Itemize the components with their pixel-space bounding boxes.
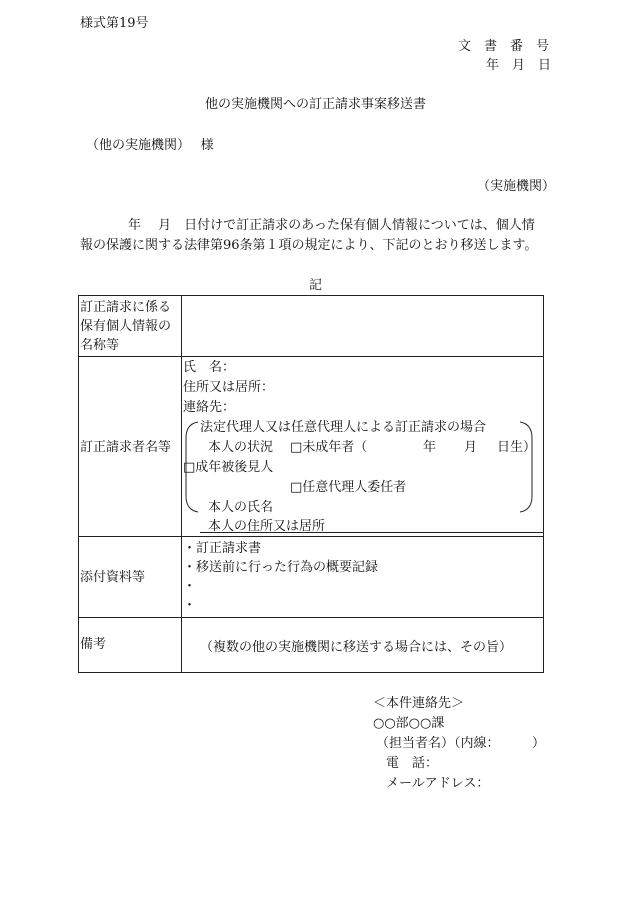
birth-year-label: 年 [423, 440, 437, 455]
contact-person: （担当者名）（内線： ） [376, 736, 546, 751]
row2-label: 訂正請求者名等 [80, 440, 172, 455]
addressee: （他の実施機関） 様 [86, 138, 214, 153]
row1-label-line-2: 保有個人情報の [80, 319, 172, 334]
attachment-item: ・移送前に行った行為の概要記録 [183, 560, 379, 575]
document-title: 他の実施機関への訂正請求事案移送書 [205, 97, 427, 112]
requester-address-field: 住所又は居所： [183, 380, 275, 395]
row4-label: 備考 [80, 637, 107, 652]
adult-ward-checkbox-label: □成年被後見人 [183, 460, 274, 475]
attachment-item: ・ [183, 579, 197, 594]
sender: （実施機関） [477, 179, 556, 194]
contact-heading: ＜本件連絡先＞ [373, 696, 465, 711]
row1-label-line-3: 名称等 [80, 338, 120, 353]
contact-phone: 電 話： [386, 756, 439, 771]
delegate-checkbox-label: □任意代理人委任者 [290, 480, 407, 495]
remarks-note: （複数の他の実施機関に移送する場合には、その旨） [200, 640, 513, 655]
requester-name-field: 氏 名： [183, 360, 236, 375]
attachment-item: ・ [183, 598, 197, 613]
minor-checkbox-label: □未成年者（ [290, 440, 368, 455]
birth-month-label: 月 [464, 440, 478, 455]
document-number-label: 文 書 番 号 [458, 39, 550, 54]
row1-label-line-1: 訂正請求に係る [80, 300, 172, 315]
body-line-1: 年 月 日付けで訂正請求のあった保有個人情報については、個人情 [128, 218, 535, 233]
contact-email: メールアドレス： [386, 776, 490, 791]
person-address-field: 本人の住所又は居所 [208, 519, 326, 534]
contact-department: ○○部○○課 [373, 716, 445, 731]
status-label: 本人の状況 [208, 440, 274, 455]
requester-contact-field: 連絡先： [183, 400, 236, 415]
ki-heading: 記 [309, 278, 323, 293]
person-name-field: 本人の氏名 [208, 500, 274, 515]
birth-day-label: 日生） [497, 440, 537, 455]
row3-label: 添付資料等 [80, 570, 146, 585]
proxy-heading: 法定代理人又は任意代理人による訂正請求の場合 [200, 420, 487, 435]
form-number: 様式第19号 [80, 16, 149, 31]
proxy-bracket-right [520, 422, 532, 512]
attachment-item: ・訂正請求書 [183, 541, 262, 556]
body-line-2: 報の保護に関する法律第96条第１項の規定により、下記のとおり移送します。 [80, 238, 538, 253]
date-label: 年 月 日 [486, 58, 552, 73]
